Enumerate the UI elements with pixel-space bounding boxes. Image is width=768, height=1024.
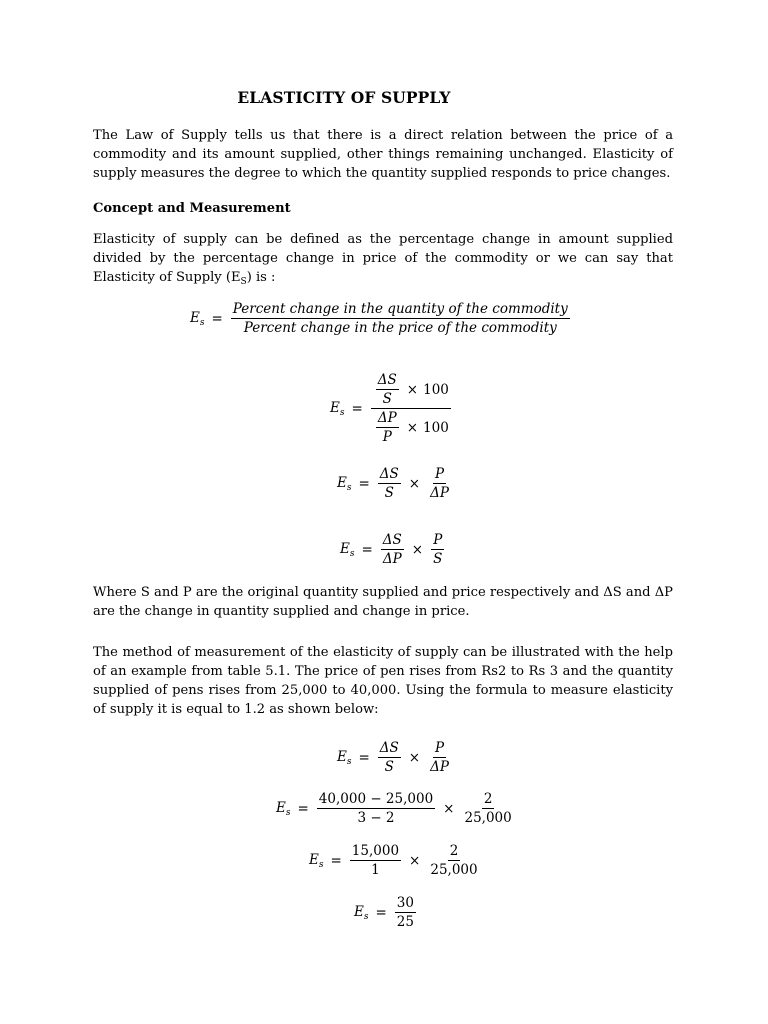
section-heading: Concept and Measurement — [93, 201, 291, 216]
equation-ratio-form: $E_s$ = $\frac{\Delta S}{S}$ × $\frac{P}{\Delta P}$ — [337, 466, 449, 501]
es-symbol: $E_s$ — [190, 309, 205, 328]
equation-final-form: $E_s$ = $\frac{\Delta S}{\Delta P}$ × $\frac{P}{S}$ — [340, 532, 443, 567]
fraction-numerator: Percent change in the quantity of the commodity — [232, 301, 568, 317]
example-step-3: $E_s$ = $\frac{15,000}{1}$ × $\frac{2}{25,000}$ — [309, 843, 478, 878]
intro-paragraph: The Law of Supply tells us that there is a direct relation between the price of a commodity and its amount supplied, other things remaining unchanged. Elasticity of supply measures the degree to which the quantity supplied responds to price changes. — [93, 128, 673, 181]
equals-sign: = — [211, 310, 223, 327]
compound-fraction: $\frac{\Delta S}{S}$ × 100 $\frac{\Delta P}{P}$ × 100 — [371, 372, 451, 445]
where-paragraph: Where S and P are the original quantity supplied and price respectively and ΔS and ΔP are the change in quantity supplied and change in price. — [93, 585, 673, 619]
percent-fraction — [231, 301, 570, 336]
page-title: ELASTICITY OF SUPPLY — [237, 88, 451, 107]
equation-definition — [190, 301, 573, 336]
example-step-2: $E_s$ = $\frac{40,000 - 25,000}{3 - 2}$ × $\frac{2}{25,000}$ — [276, 791, 512, 826]
example-step-4: $E_s$ = $\frac{30}{25}$ — [354, 895, 414, 930]
equation-percent-form: $E_s$ = $\frac{\Delta S}{S}$ × 100 $\frac{\Delta P}{P}$ × 100 — [330, 372, 449, 445]
method-paragraph: The method of measurement of the elasticity of supply can be illustrated with the help of an example from table 5.1. The price of pen rises from Rs2 to Rs 3 and the quantity supplied of pens rises from 25,000 to 40,000. Using the formula to measure elasticity of supply it is equal to 1.2 as shown below: — [93, 645, 673, 717]
example-step-1: $E_s$ = $\frac{\Delta S}{S}$ × $\frac{P}{\Delta P}$ — [337, 740, 449, 775]
definition-paragraph: Elasticity of supply can be defined as the percentage change in amount supplied divided by the percentage change in price of the commodity or we can say that Elasticity of Supply $(E_S)$ is : — [93, 232, 673, 287]
fraction-denominator: Percent change in the price of the commodity — [243, 320, 557, 336]
